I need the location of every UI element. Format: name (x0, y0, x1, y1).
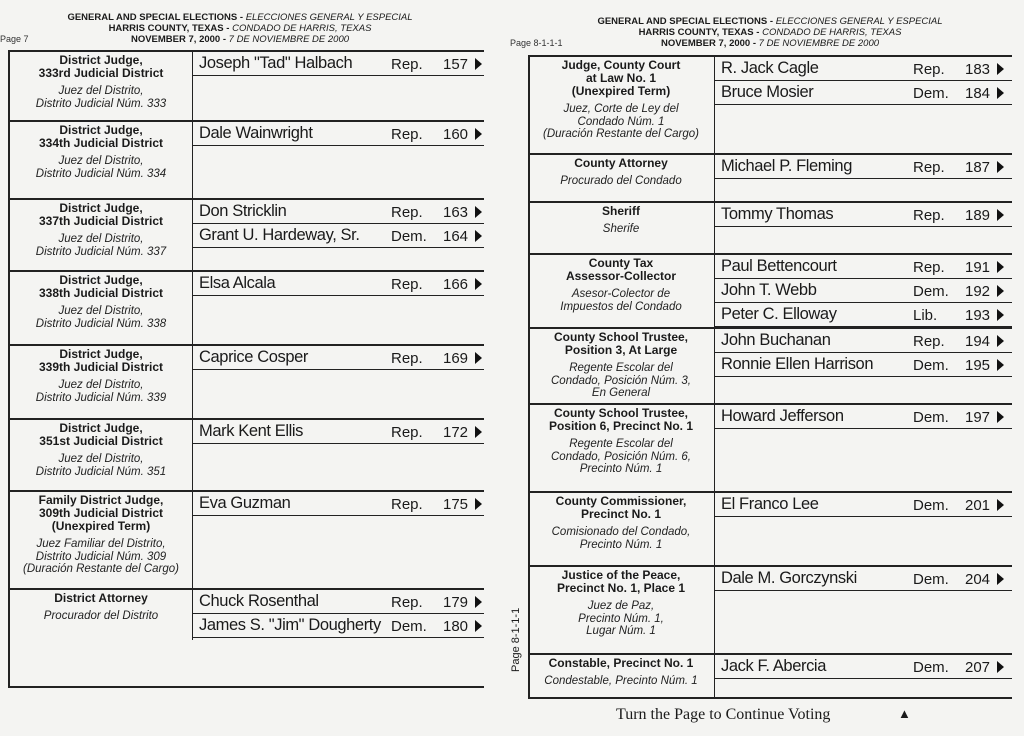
candidate-name: Don Stricklin (199, 202, 287, 220)
candidate-chuck-rosenthal[interactable] (193, 590, 484, 614)
candidate-r-jack-cagle[interactable] (715, 57, 1012, 81)
header-line3-en: NOVEMBER 7, 2000 - (130, 34, 229, 45)
header-line2-en: HARRIS COUNTY, TEXAS - (638, 27, 763, 38)
header-line1-en: GENERAL AND SPECIAL ELECTIONS - (67, 12, 246, 23)
vote-arrow-icon[interactable] (475, 230, 482, 242)
candidate-party: Dem. (913, 571, 949, 588)
vote-arrow-icon[interactable] (997, 573, 1004, 585)
candidate-party: Rep. (391, 424, 423, 441)
candidate-list (714, 655, 1012, 699)
candidate-name: Michael P. Fleming (721, 157, 852, 175)
vote-arrow-icon[interactable] (475, 426, 482, 438)
candidate-list (714, 405, 1012, 491)
candidate-ballot-number: 169 (443, 350, 469, 367)
office-title-english: County Tax Assessor-Collector (565, 256, 677, 283)
candidate-ballot-number: 164 (443, 228, 469, 245)
office-title-spanish: Juez del Distrito, Distrito Judicial Núm. 334 (35, 155, 167, 180)
office-title-english: District Judge, 337th Judicial District (38, 201, 164, 228)
continue-voting-text: Turn the Page to Continue Voting (616, 706, 831, 723)
race-contest (530, 565, 1012, 653)
office-title-english: District Judge, 333rd Judicial District (38, 53, 164, 80)
candidate-name: Dale M. Gorczynski (721, 569, 857, 587)
office-title (10, 420, 192, 490)
candidate-paul-bettencourt[interactable] (715, 255, 1012, 279)
candidate-ballot-number: 160 (443, 126, 469, 143)
office-title (10, 272, 192, 344)
candidate-ballot-number: 179 (443, 594, 469, 611)
candidate-list (192, 590, 484, 640)
candidate-party: Dem. (913, 283, 949, 300)
office-title-english: Justice of the Peace, Precinct No. 1, Place 1 (556, 568, 686, 595)
office-title-english: District Attorney (54, 591, 148, 605)
header-line3-es: 7 DE NOVIEMBRE DE 2000 (758, 38, 880, 49)
vote-arrow-icon[interactable] (997, 335, 1004, 347)
candidate-name: Dale Wainwright (199, 124, 313, 142)
candidate-party: Rep. (913, 333, 945, 350)
vote-arrow-icon[interactable] (475, 278, 482, 290)
candidate-name: El Franco Lee (721, 495, 819, 513)
candidate-party: Rep. (391, 126, 423, 143)
office-title-english: County Attorney (574, 156, 668, 170)
candidate-grant-u-hardeway-sr[interactable] (193, 224, 484, 248)
candidate-party: Rep. (913, 61, 945, 78)
office-title-spanish: Comisionado del Condado, Precinto Núm. 1 (551, 526, 691, 551)
vote-arrow-icon[interactable] (997, 87, 1004, 99)
candidate-name: Tommy Thomas (721, 205, 834, 223)
candidate-tommy-thomas[interactable] (715, 203, 1012, 227)
candidate-party: Rep. (391, 496, 423, 513)
office-title-spanish: Juez del Distrito, Distrito Judicial Núm. 338 (35, 305, 167, 330)
candidate-name: Chuck Rosenthal (199, 592, 319, 610)
candidate-party: Dem. (913, 659, 949, 676)
candidate-dale-wainwright[interactable] (193, 122, 484, 146)
ballot-grid (8, 50, 484, 688)
candidate-eva-guzman[interactable] (193, 492, 484, 516)
office-title-spanish: Juez del Distrito, Distrito Judicial Núm. 333 (35, 85, 167, 110)
candidate-list (192, 420, 484, 490)
candidate-ballot-number: 192 (965, 283, 991, 300)
candidate-name: Elsa Alcala (199, 274, 276, 292)
vote-arrow-icon[interactable] (997, 285, 1004, 297)
candidate-party: Rep. (391, 276, 423, 293)
vote-arrow-icon[interactable] (997, 63, 1004, 75)
candidate-ballot-number: 175 (443, 496, 469, 513)
office-title-english: Sheriff (601, 204, 640, 218)
candidate-name: Eva Guzman (199, 494, 291, 512)
candidate-joseph-tad-halbach[interactable] (193, 52, 484, 76)
candidate-party: Dem. (391, 228, 427, 245)
header-line2-es: CONDADO DE HARRIS, TEXAS (232, 23, 372, 34)
header-line2-es: CONDADO DE HARRIS, TEXAS (762, 27, 902, 38)
race-contest (10, 490, 484, 588)
candidate-bruce-mosier[interactable] (715, 81, 1012, 105)
candidate-list (714, 493, 1012, 565)
candidate-name: Mark Kent Ellis (199, 422, 304, 440)
vote-arrow-icon[interactable] (997, 411, 1004, 423)
candidate-party: Rep. (391, 204, 423, 221)
candidate-party: Rep. (391, 594, 423, 611)
race-contest (10, 418, 484, 490)
pointer-hand-icon: ▲ (898, 706, 911, 721)
candidate-party: Dem. (913, 357, 949, 374)
candidate-name: R. Jack Cagle (721, 59, 819, 77)
right-ballot-page (510, 0, 1024, 736)
left-ballot-page (0, 0, 500, 736)
candidate-ballot-number: 197 (965, 409, 991, 426)
candidate-ballot-number: 204 (965, 571, 991, 588)
candidate-list (714, 567, 1012, 653)
office-title-english: County Commissioner, Precinct No. 1 (555, 494, 687, 521)
vote-arrow-icon[interactable] (475, 620, 482, 632)
header-line3-en: NOVEMBER 7, 2000 - (660, 38, 759, 49)
candidate-name: Paul Bettencourt (721, 257, 837, 275)
candidate-ballot-number: 191 (965, 259, 991, 276)
office-title-spanish: Juez Familiar del Distrito, Distrito Judicial Núm. 309 (Duración Restante del Cargo) (23, 538, 179, 575)
office-title (10, 492, 192, 588)
candidate-party: Rep. (913, 207, 945, 224)
candidate-ballot-number: 180 (443, 618, 469, 635)
page-number: Page 8-1-1-1 (510, 38, 563, 48)
candidate-john-t-webb[interactable] (715, 279, 1012, 303)
candidate-party: Rep. (391, 350, 423, 367)
header-line3-es: 7 DE NOVIEMBRE DE 2000 (228, 34, 350, 45)
candidate-james-s-jim-dougherty[interactable] (193, 614, 484, 638)
office-title-english: District Judge, 338th Judicial District (38, 273, 164, 300)
office-title-english: County School Trustee, Position 6, Precinct No. 1 (548, 406, 694, 433)
candidate-jack-f-abercia[interactable] (715, 655, 1012, 679)
ballot-header (550, 16, 990, 49)
candidate-ballot-number: 194 (965, 333, 991, 350)
race-contest (10, 344, 484, 418)
race-contest (530, 653, 1012, 699)
candidate-ballot-number: 166 (443, 276, 469, 293)
vote-arrow-icon[interactable] (997, 309, 1004, 321)
header-line1-es: ELECCIONES GENERAL Y ESPECIAL (245, 12, 413, 23)
office-title-english: Constable, Precinct No. 1 (548, 656, 694, 670)
office-title-spanish: Juez del Distrito, Distrito Judicial Núm. 351 (35, 453, 167, 478)
race-contest (530, 55, 1012, 153)
race-contest (530, 327, 1012, 403)
ballot-grid (528, 55, 1012, 699)
candidate-list (192, 122, 484, 198)
candidate-ballot-number: 183 (965, 61, 991, 78)
vote-arrow-icon[interactable] (997, 209, 1004, 221)
office-title (530, 567, 712, 653)
candidate-name: John T. Webb (721, 281, 817, 299)
office-title-spanish: Procurador del Distrito (43, 610, 159, 622)
candidate-ballot-number: 157 (443, 56, 469, 73)
candidate-name: Grant U. Hardeway, Sr. (199, 226, 360, 244)
vote-arrow-icon[interactable] (475, 206, 482, 218)
office-title (10, 52, 192, 120)
candidate-name: Jack F. Abercia (721, 657, 826, 675)
candidate-name: Joseph "Tad" Halbach (199, 54, 353, 72)
candidate-john-buchanan[interactable] (715, 329, 1012, 353)
candidate-caprice-cosper[interactable] (193, 346, 484, 370)
candidate-name: Caprice Cosper (199, 348, 309, 366)
candidate-howard-jefferson[interactable] (715, 405, 1012, 429)
ballot-header (30, 12, 450, 45)
candidate-ballot-number: 201 (965, 497, 991, 514)
office-title (530, 329, 712, 403)
vote-arrow-icon[interactable] (475, 58, 482, 70)
candidate-party: Dem. (913, 409, 949, 426)
candidate-ballot-number: 184 (965, 85, 991, 102)
office-title-english: Family District Judge, 309th Judicial District (Unexpired Term) (38, 493, 164, 533)
candidate-ballot-number: 195 (965, 357, 991, 374)
office-title (10, 590, 192, 640)
office-title-spanish: Condestable, Precinto Núm. 1 (544, 675, 698, 687)
candidate-list (192, 272, 484, 344)
candidate-name: Peter C. Elloway (721, 305, 837, 323)
candidate-party: Rep. (391, 56, 423, 73)
candidate-list (192, 52, 484, 120)
office-title-spanish: Regente Escolar del Condado, Posición Núm. 6, Precinto Núm. 1 (551, 438, 691, 475)
candidate-list (714, 329, 1012, 403)
office-title-english: Judge, County Court at Law No. 1 (Unexpired Term) (561, 58, 681, 98)
race-contest (530, 253, 1012, 327)
candidate-list (714, 155, 1012, 201)
office-title-english: District Judge, 334th Judicial District (38, 123, 164, 150)
office-title-spanish: Juez, Corte de Ley del Condado Núm. 1 (Duración Restante del Cargo) (543, 103, 699, 140)
candidate-peter-c-elloway[interactable] (715, 303, 1012, 327)
race-contest (10, 198, 484, 270)
office-title (10, 346, 192, 418)
candidate-party: Lib. (913, 307, 938, 324)
candidate-list (192, 346, 484, 418)
candidate-name: Ronnie Ellen Harrison (721, 355, 874, 373)
candidate-michael-p-fleming[interactable] (715, 155, 1012, 179)
candidate-party: Dem. (391, 618, 427, 635)
vote-arrow-icon[interactable] (475, 352, 482, 364)
vote-arrow-icon[interactable] (475, 596, 482, 608)
office-title (530, 255, 712, 327)
vote-arrow-icon[interactable] (475, 498, 482, 510)
candidate-don-stricklin[interactable] (193, 200, 484, 224)
candidate-elsa-alcala[interactable] (193, 272, 484, 296)
race-contest (530, 491, 1012, 565)
office-title-spanish: Juez de Paz, Precinto Núm. 1, Lugar Núm. 1 (578, 600, 664, 637)
candidate-list (714, 255, 1012, 327)
office-title-english: District Judge, 351st Judicial District (39, 421, 163, 448)
office-title (530, 57, 712, 153)
office-title (530, 493, 712, 565)
candidate-ballot-number: 172 (443, 424, 469, 441)
candidate-ronnie-ellen-harrison[interactable] (715, 353, 1012, 377)
office-title (530, 405, 712, 491)
header-line1-es: ELECCIONES GENERAL Y ESPECIAL (775, 16, 943, 27)
race-contest (10, 50, 484, 120)
office-title-spanish: Asesor-Colector de Impuestos del Condado (560, 288, 682, 313)
race-contest (530, 153, 1012, 201)
header-line2-en: HARRIS COUNTY, TEXAS - (108, 23, 233, 34)
candidate-party: Dem. (913, 85, 949, 102)
office-title-english: County School Trustee, Position 3, At Large (553, 330, 688, 357)
office-title-spanish: Sherife (602, 223, 640, 235)
candidate-party: Rep. (913, 159, 945, 176)
office-title (10, 200, 192, 270)
race-contest (10, 120, 484, 198)
vote-arrow-icon[interactable] (997, 261, 1004, 273)
candidate-ballot-number: 207 (965, 659, 991, 676)
side-page-label: Page 8-1-1-1 (510, 607, 522, 672)
candidate-name: Howard Jefferson (721, 407, 844, 425)
office-title (530, 655, 712, 699)
candidate-list (714, 57, 1012, 153)
candidate-ballot-number: 163 (443, 204, 469, 221)
candidate-party: Dem. (913, 497, 949, 514)
candidate-list (714, 203, 1012, 253)
candidate-dale-m-gorczynski[interactable] (715, 567, 1012, 591)
candidate-party: Rep. (913, 259, 945, 276)
candidate-name: Bruce Mosier (721, 83, 814, 101)
candidate-name: James S. "Jim" Dougherty (199, 616, 381, 634)
office-title (10, 122, 192, 198)
race-contest (530, 403, 1012, 491)
candidate-ballot-number: 193 (965, 307, 991, 324)
header-line1-en: GENERAL AND SPECIAL ELECTIONS - (597, 16, 776, 27)
candidate-name: John Buchanan (721, 331, 831, 349)
vote-arrow-icon[interactable] (997, 161, 1004, 173)
office-title-spanish: Juez del Distrito, Distrito Judicial Núm. 337 (35, 233, 167, 258)
candidate-el-franco-lee[interactable] (715, 493, 1012, 517)
office-title-spanish: Regente Escolar del Condado, Posición Núm. 3, En General (551, 362, 691, 399)
vote-arrow-icon[interactable] (475, 128, 482, 140)
office-title-spanish: Juez del Distrito, Distrito Judicial Núm. 339 (35, 379, 167, 404)
candidate-list (192, 200, 484, 270)
vote-arrow-icon[interactable] (997, 359, 1004, 371)
race-contest (10, 588, 484, 640)
vote-arrow-icon[interactable] (997, 661, 1004, 673)
office-title-english: District Judge, 339th Judicial District (38, 347, 164, 374)
candidate-ballot-number: 189 (965, 207, 991, 224)
candidate-ballot-number: 187 (965, 159, 991, 176)
page-number: Page 7 (0, 34, 29, 44)
candidate-list (192, 492, 484, 588)
race-contest (10, 270, 484, 344)
race-contest (530, 201, 1012, 253)
office-title (530, 203, 712, 253)
vote-arrow-icon[interactable] (997, 499, 1004, 511)
candidate-mark-kent-ellis[interactable] (193, 420, 484, 444)
office-title-spanish: Procurado del Condado (560, 175, 682, 187)
office-title (530, 155, 712, 201)
